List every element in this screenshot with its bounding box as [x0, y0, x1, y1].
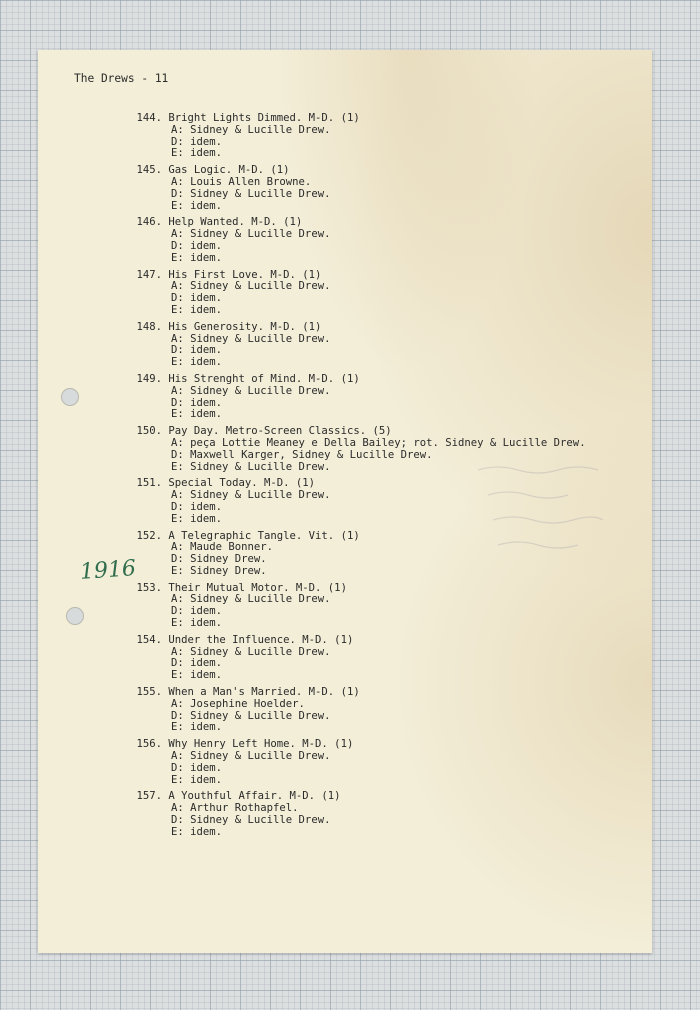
entry-title: A Telegraphic Tangle. Vit. (1) — [168, 529, 360, 542]
entry-title: Pay Day. Metro-Screen Classics. (5) — [168, 425, 392, 438]
entry-credit-line: A: Sidney & Lucille Drew. — [171, 645, 331, 658]
entry-credit-line: D: idem. — [171, 657, 223, 670]
list-item — [126, 322, 646, 369]
entry-number: 156. — [136, 738, 162, 751]
entry-number: 151. — [136, 477, 162, 490]
list-item — [126, 687, 646, 734]
entry-title: Special Today. M-D. (1) — [168, 477, 316, 490]
entry-credit-line: A: Sidney & Lucille Drew. — [171, 593, 331, 606]
entry-credit-line: E: idem. — [171, 199, 223, 212]
entry-credit-line: E: idem. — [171, 825, 223, 838]
list-item — [126, 478, 646, 525]
entry-credit-line: D: Sidney & Lucille Drew. — [171, 709, 331, 722]
entry-credit-line: E: idem. — [171, 356, 223, 369]
entry-credit-line: A: Arthur Rothapfel. — [171, 802, 299, 815]
entry-credit-line: A: Sidney & Lucille Drew. — [171, 228, 331, 241]
entry-title: A Youthful Affair. M-D. (1) — [168, 790, 341, 803]
punch-hole — [61, 388, 79, 406]
entry-number: 152. — [136, 529, 162, 542]
entry-title: His Generosity. M-D. (1) — [168, 320, 322, 333]
entry-credit-line: A: Maude Bonner. — [171, 541, 274, 554]
punch-hole — [66, 607, 84, 625]
entry-credit-line: E: idem. — [171, 408, 223, 421]
entry-credit-line: A: Sidney & Lucille Drew. — [171, 123, 331, 136]
list-item — [126, 739, 646, 786]
list-item — [126, 635, 646, 682]
entry-credit-line: E: idem. — [171, 617, 223, 630]
entry-title: His First Love. M-D. (1) — [168, 268, 322, 281]
entry-credit-line: D: Sidney & Lucille Drew. — [171, 187, 331, 200]
entry-credit-line: D: idem. — [171, 500, 223, 513]
entry-number: 157. — [136, 790, 162, 803]
entry-title: Bright Lights Dimmed. M-D. (1) — [168, 112, 360, 124]
entry-credit-line: E: idem. — [171, 303, 223, 316]
filmography-list — [126, 113, 646, 844]
entry-credit-line: E: Sidney & Lucille Drew. — [171, 460, 331, 473]
entry-credit-line: A: Louis Allen Browne. — [171, 175, 312, 188]
entry-number: 144. — [136, 112, 162, 124]
entry-credit-line: D: idem. — [171, 344, 223, 357]
entry-credit-line: A: peça Lottie Meaney e Della Bailey; rot. Sidney & Lucille Drew. — [171, 436, 586, 449]
entry-credit-line: E: idem. — [171, 773, 223, 786]
entry-credit-line: D: Sidney Drew. — [171, 553, 267, 566]
list-item — [126, 583, 646, 630]
entry-credit-line: E: idem. — [171, 147, 223, 160]
entry-credit-line: A: Sidney & Lucille Drew. — [171, 750, 331, 763]
entry-number: 153. — [136, 581, 162, 594]
page-header: The Drews - 11 — [74, 72, 169, 85]
entry-credit-line: D: idem. — [171, 396, 223, 409]
list-item — [126, 113, 646, 160]
entry-title-line — [126, 374, 646, 386]
list-item — [126, 426, 646, 473]
entry-credit-line: A: Sidney & Lucille Drew. — [171, 280, 331, 293]
entry-number: 147. — [136, 268, 162, 281]
entry-credit-line: E: idem. — [171, 721, 223, 734]
list-item — [126, 270, 646, 317]
handwritten-year-note: 1916 — [79, 556, 137, 585]
entry-credit-line: D: Maxwell Karger, Sidney & Lucille Drew. — [171, 448, 433, 461]
entry-credit-line: D: Sidney & Lucille Drew. — [171, 814, 331, 827]
entry-title-line — [126, 635, 646, 647]
entry-credit-line: D: idem. — [171, 292, 223, 305]
entry-credit-line: D: idem. — [171, 135, 223, 148]
entry-number: 146. — [136, 216, 162, 229]
entry-number: 145. — [136, 164, 162, 177]
entry-credit-line: D: idem. — [171, 605, 223, 618]
entry-title: Their Mutual Motor. M-D. (1) — [168, 581, 347, 594]
entry-credit-line: E: Sidney Drew. — [171, 564, 267, 577]
list-item — [126, 531, 646, 578]
entry-title: When a Man's Married. M-D. (1) — [168, 686, 360, 699]
document-sheet — [38, 50, 652, 953]
entry-title: Why Henry Left Home. M-D. (1) — [168, 738, 354, 751]
entry-title: His Strenght of Mind. M-D. (1) — [168, 372, 360, 385]
entry-number: 154. — [136, 633, 162, 646]
entry-number: 150. — [136, 425, 162, 438]
entry-credit-line: E: idem. — [171, 512, 223, 525]
entry-credit-line: E: idem. — [171, 669, 223, 682]
list-item — [126, 217, 646, 264]
entry-credit-line: A: Sidney & Lucille Drew. — [171, 332, 331, 345]
list-item — [126, 165, 646, 212]
entry-credit-line: D: idem. — [171, 239, 223, 252]
entry-credit-line: A: Josephine Hoelder. — [171, 697, 305, 710]
entry-credit-line: A: Sidney & Lucille Drew. — [171, 489, 331, 502]
entry-credit-line: E: idem. — [171, 251, 223, 264]
entry-number: 148. — [136, 320, 162, 333]
entry-title: Gas Logic. M-D. (1) — [168, 164, 290, 177]
entry-number: 155. — [136, 686, 162, 699]
list-item — [126, 791, 646, 838]
entry-title-line — [126, 322, 646, 334]
entry-number: 149. — [136, 372, 162, 385]
list-item — [126, 374, 646, 421]
entry-title: Help Wanted. M-D. (1) — [168, 216, 303, 229]
entry-credit-line: A: Sidney & Lucille Drew. — [171, 384, 331, 397]
entry-credit-line: D: idem. — [171, 761, 223, 774]
entry-title: Under the Influence. M-D. (1) — [168, 633, 354, 646]
